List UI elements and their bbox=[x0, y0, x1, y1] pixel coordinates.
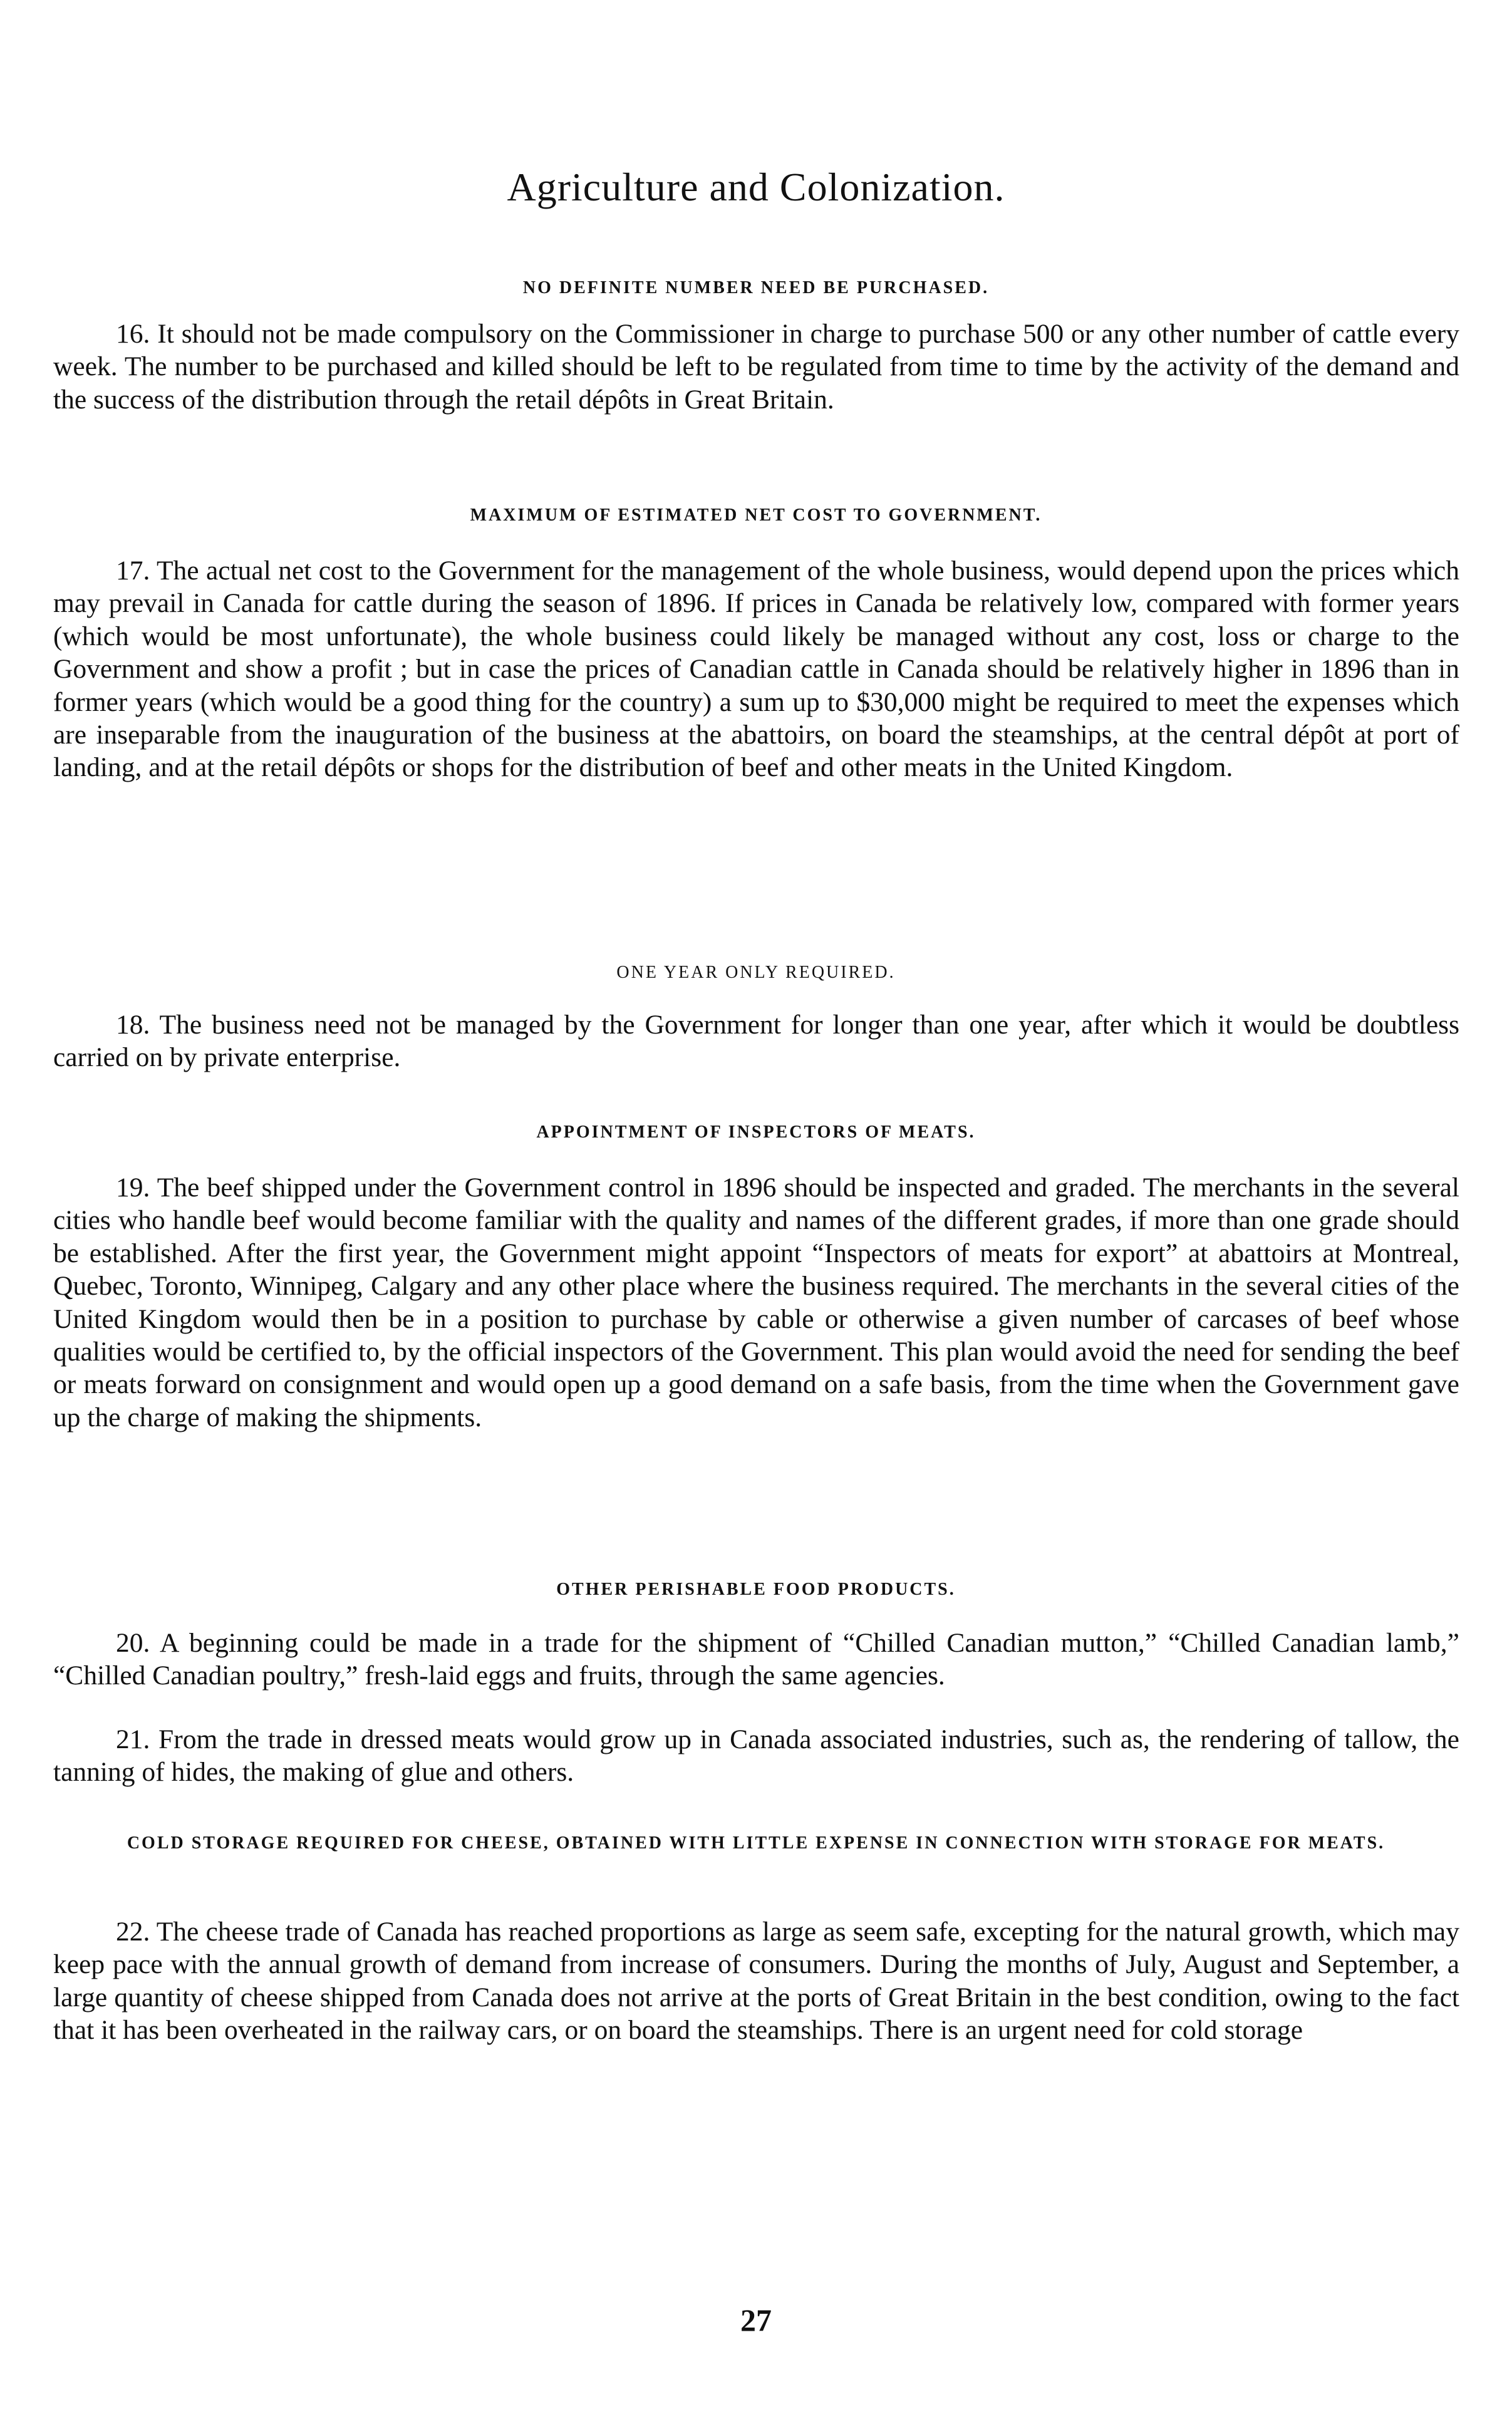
paragraph-18: 18. The business need not be managed by the Government for longer than one year, after which it would be doubtless carried on by private enterprise. bbox=[53, 1010, 1459, 1073]
section-heading-purchase: NO DEFINITE NUMBER NEED BE PURCHASED. bbox=[522, 278, 990, 298]
section-heading-inspectors: APPOINTMENT OF INSPECTORS OF MEATS. bbox=[536, 1122, 976, 1142]
paragraph-19: 19. The beef shipped under the Government control in 1896 should be inspected and graded. The merchants in the several cities who handle beef would become familiar with the quality and names of the different grades, if more than one grade should be established. After the first year, the Government might appoint “Inspectors of meats for export” at abattoirs at Montreal, Quebec, Toronto, Winnipeg, Calgary and any other place where the business required. The merchants in the several cities of the United Kingdom would then be in a position to purchase by cable or otherwise a given number of carcases of beef whose qualities would be certified to, by the official inspectors of the Government. This plan would avoid the need for sending the beef or meats forward on consignment and would open up a good demand on a safe basis, from the time when the Government gave up the charge of making the shipments. bbox=[53, 1173, 1459, 1432]
page-number: 27 bbox=[740, 2303, 772, 2338]
section-heading-one-year: ONE YEAR ONLY REQUIRED. bbox=[616, 963, 896, 982]
section-heading-cold-storage: COLD STORAGE REQUIRED FOR CHEESE, OBTAINED WITH LITTLE EXPENSE IN CONNECTION WITH STORAGE FOR MEATS. bbox=[127, 1833, 1385, 1853]
paragraph-21: 21. From the trade in dressed meats would grow up in Canada associated industries, such as, the rendering of tallow, the tanning of hides, the making of glue and others. bbox=[53, 1724, 1459, 1788]
running-head: Agriculture and Colonization. bbox=[507, 165, 1005, 209]
paragraph-20: 20. A beginning could be made in a trade for the shipment of “Chilled Canadian mutton,” “Chilled Canadian lamb,” “Chilled Canadian poultry,” fresh-laid eggs and fruits, through the same agencies. bbox=[53, 1628, 1459, 1691]
section-heading-net-cost: MAXIMUM OF ESTIMATED NET COST TO GOVERNMENT. bbox=[470, 505, 1042, 525]
paragraph-16: 16. It should not be made compulsory on the Commissioner in charge to purchase 500 or any other number of cattle every week. The number to be purchased and killed should be left to be regulated from time to time by the activity of the demand and the success of the distribution through the retail dépôts in Great Britain. bbox=[53, 319, 1459, 415]
section-heading-perishable: OTHER PERISHABLE FOOD PRODUCTS. bbox=[556, 1580, 956, 1599]
paragraph-22: 22. The cheese trade of Canada has reached proportions as large as seem safe, excepting for the natural growth, which may keep pace with the annual growth of demand from increase of consumers. During the months of July, August and September, a large quantity of cheese shipped from Canada does not arrive at the ports of Great Britain in the best condition, owing to the fact that it has been overheated in the railway cars, or on board the steamships. There is an urgent need for cold storage bbox=[53, 1917, 1459, 2046]
paragraph-17: 17. The actual net cost to the Government for the management of the whole business, would depend upon the prices which may prevail in Canada for cattle during the season of 1896. If prices in Canada be relatively low, compared with former years (which would be most unfortunate), the whole business could likely be managed without any cost, loss or charge to the Government and show a profit ; but in case the prices of Canadian cattle in Canada should be relatively higher in 1896 than in former years (which would be a good thing for the country) a sum up to $30,000 might be required to meet the expenses which are inseparable from the inauguration of the business at the abattoirs, on board the steamships, at the central dépôt at port of landing, and at the retail dépôts or shops for the distribution of beef and other meats in the United Kingdom. bbox=[53, 556, 1459, 783]
